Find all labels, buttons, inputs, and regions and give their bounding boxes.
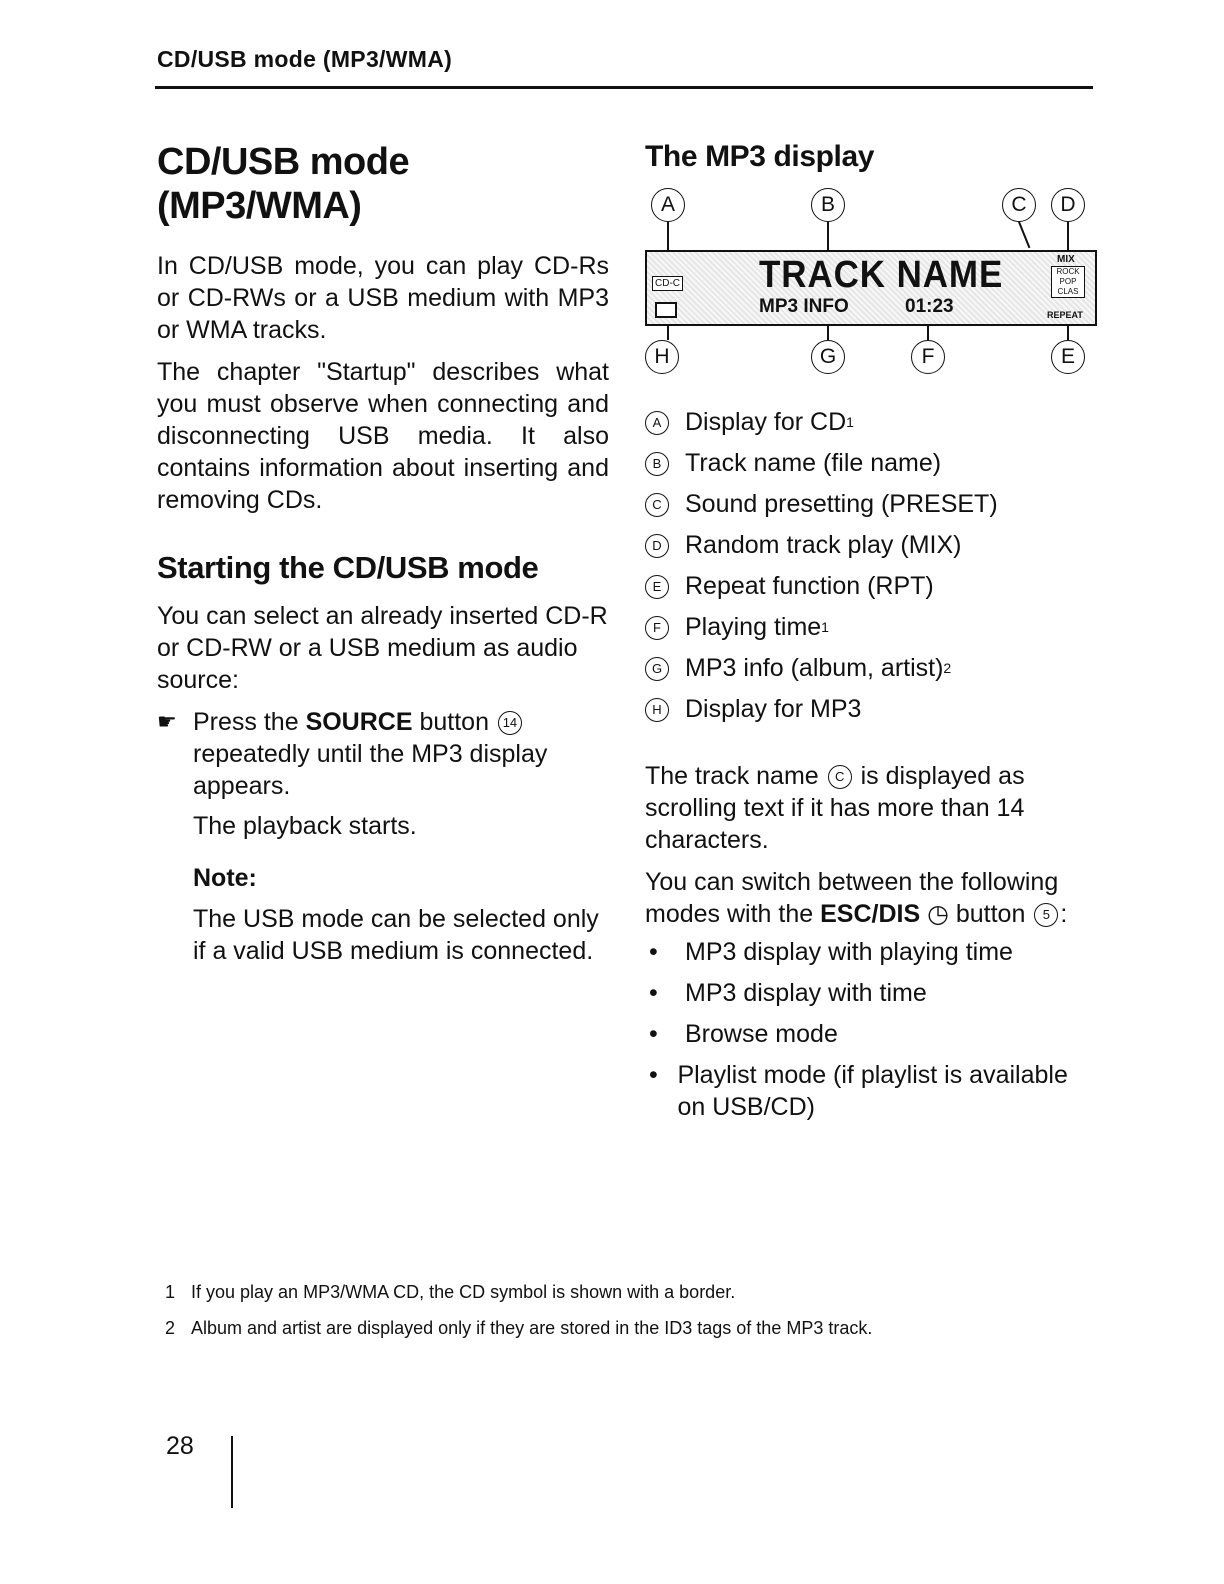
- lcd-track-name: TRACK NAME: [759, 254, 1004, 296]
- bullet-icon: •: [649, 1020, 658, 1048]
- switch-paragraph: [645, 866, 1100, 930]
- header-rule: [155, 86, 1093, 89]
- callout-h: H: [645, 340, 679, 374]
- right-column: [645, 140, 1100, 1132]
- source-button-label: SOURCE: [305, 708, 413, 736]
- callout-a: A: [651, 188, 685, 222]
- footnote-text: Album and artist are displayed only if they are stored in the ID3 tags of the MP3 track.: [191, 1318, 873, 1338]
- instruction-mid: button: [412, 708, 496, 736]
- mp3-display-figure: [645, 188, 1100, 368]
- callout-f: F: [911, 340, 945, 374]
- footnote-text: If you play an MP3/WMA CD, the CD symbol is shown with a border.: [191, 1282, 736, 1302]
- footnotes: [165, 1280, 1065, 1352]
- page-title-line2: (MP3/WMA): [157, 185, 362, 227]
- display-legend: [645, 402, 1100, 730]
- footnote-number: 2: [165, 1318, 176, 1338]
- instruction-step: [157, 706, 609, 802]
- mode-text: Browse mode: [685, 1020, 838, 1048]
- legend-item: [645, 525, 1100, 566]
- switch-text-post: :: [1060, 900, 1068, 928]
- legend-footnote-ref: 2: [943, 660, 952, 676]
- result-text: The playback starts.: [193, 812, 417, 840]
- leader-c: [1018, 222, 1030, 249]
- preset-pop: POP: [1059, 277, 1077, 286]
- leader-h: [667, 324, 669, 340]
- legend-item: [645, 484, 1100, 525]
- preset-rock: ROCK: [1056, 267, 1080, 276]
- leader-f: [927, 324, 929, 340]
- list-item: [645, 936, 1100, 968]
- mode-text: MP3 display with time: [685, 979, 927, 1007]
- cd-symbol-icon: CD-C: [652, 276, 683, 291]
- legend-key: G: [645, 657, 669, 681]
- preset-clas: CLAS: [1057, 287, 1079, 296]
- legend-key: B: [645, 452, 669, 476]
- leader-e: [1067, 324, 1069, 340]
- legend-footnote-ref: 1: [821, 619, 829, 635]
- legend-text: Display for MP3: [685, 695, 862, 723]
- page-title-line1: CD/USB mode: [157, 141, 410, 183]
- page-number: 28: [166, 1432, 194, 1460]
- left-column: [157, 140, 609, 967]
- callout-ref-c: C: [828, 765, 852, 789]
- lcd-mp3-info: MP3 INFO: [759, 296, 849, 317]
- scroll-text-post: is displayed as scrolling text if it has more than 14 characters.: [645, 762, 1025, 854]
- footnote-number: 1: [165, 1282, 176, 1302]
- legend-key: D: [645, 534, 669, 558]
- bullet-icon: •: [649, 938, 658, 966]
- callout-c: C: [1002, 188, 1036, 222]
- legend-footnote-ref: 1: [846, 414, 854, 430]
- bullet-icon: •: [649, 979, 658, 1007]
- modes-list: [645, 936, 1100, 1123]
- callout-g: G: [811, 340, 845, 374]
- legend-text: Repeat function (RPT): [685, 572, 934, 600]
- running-head: CD/USB mode (MP3/WMA): [157, 46, 453, 72]
- legend-text: Display for CD: [685, 408, 847, 436]
- mode-text: MP3 display with playing time: [685, 938, 1013, 966]
- list-item: [645, 1018, 1100, 1050]
- instruction-text: [193, 706, 609, 802]
- mp3-display-title: The MP3 display: [645, 140, 875, 173]
- lcd-screen: [645, 250, 1097, 326]
- legend-text: MP3 info (album, artist): [685, 654, 944, 682]
- scroll-paragraph: [645, 760, 1100, 856]
- legend-key: H: [645, 698, 669, 722]
- legend-item: [645, 689, 1100, 730]
- legend-text: Playing time: [685, 613, 822, 641]
- legend-item: [645, 607, 1100, 648]
- chapter-note-paragraph: The chapter "Startup" describes what you must observe when connecting and disconnecting USB media. It also contains information about inserting and removing CDs.: [157, 358, 609, 514]
- button-number-14: 14: [498, 711, 522, 735]
- instruction-pre: Press the: [193, 708, 306, 736]
- legend-item: [645, 648, 1100, 689]
- legend-item: [645, 443, 1100, 484]
- legend-item: [645, 566, 1100, 607]
- footnote: [165, 1280, 1065, 1304]
- intro-paragraph: In CD/USB mode, you can play CD-Rs or CD-RWs or a USB medium with MP3 or WMA tracks.: [157, 252, 609, 344]
- mp3-symbol-icon: [655, 302, 677, 318]
- lcd-preset-box: [1051, 266, 1085, 298]
- legend-key: A: [645, 411, 669, 435]
- legend-key: F: [645, 616, 669, 640]
- bullet-icon: •: [649, 1061, 658, 1089]
- lcd-repeat-indicator: REPEAT: [1047, 310, 1083, 320]
- switch-text-mid: button: [948, 900, 1033, 928]
- mode-text: Playlist mode (if playlist is available on USB/CD): [677, 1061, 1068, 1121]
- switch-text-pre: You can switch between the following modes with the: [645, 868, 1059, 928]
- legend-text: Track name (file name): [685, 449, 942, 477]
- legend-key: E: [645, 575, 669, 599]
- leader-d: [1067, 222, 1069, 252]
- section-paragraph: You can select an already inserted CD-R or CD-RW or a USB medium as audio source:: [157, 602, 608, 694]
- callout-e: E: [1051, 340, 1085, 374]
- list-item: [645, 977, 1100, 1009]
- legend-item: [645, 402, 1100, 443]
- note-label: Note:: [193, 864, 257, 892]
- list-item: [645, 1059, 1100, 1123]
- button-number-5: 5: [1034, 903, 1058, 927]
- lcd-playing-time: 01:23: [905, 296, 954, 317]
- callout-b: B: [811, 188, 845, 222]
- callout-d: D: [1051, 188, 1085, 222]
- instruction-post: repeatedly until the MP3 display appears.: [193, 740, 548, 800]
- legend-text: Random track play (MIX): [685, 531, 962, 559]
- esc-dis-button-label: ESC/DIS: [820, 900, 921, 928]
- pointing-hand-icon: ☛: [157, 709, 177, 734]
- page-number-rule: [231, 1436, 233, 1508]
- leader-g: [827, 324, 829, 340]
- clock-icon: ◷: [927, 900, 949, 928]
- lcd-mix-indicator: MIX: [1057, 254, 1075, 265]
- scroll-text-pre: The track name: [645, 762, 826, 790]
- leader-b: [827, 222, 829, 252]
- section-title: Starting the CD/USB mode: [157, 550, 539, 585]
- page-title: [157, 140, 609, 228]
- legend-key: C: [645, 493, 669, 517]
- note-text: The USB mode can be selected only if a valid USB medium is connected.: [193, 905, 599, 965]
- legend-text: Sound presetting (PRESET): [685, 490, 998, 518]
- footnote: [165, 1316, 1065, 1340]
